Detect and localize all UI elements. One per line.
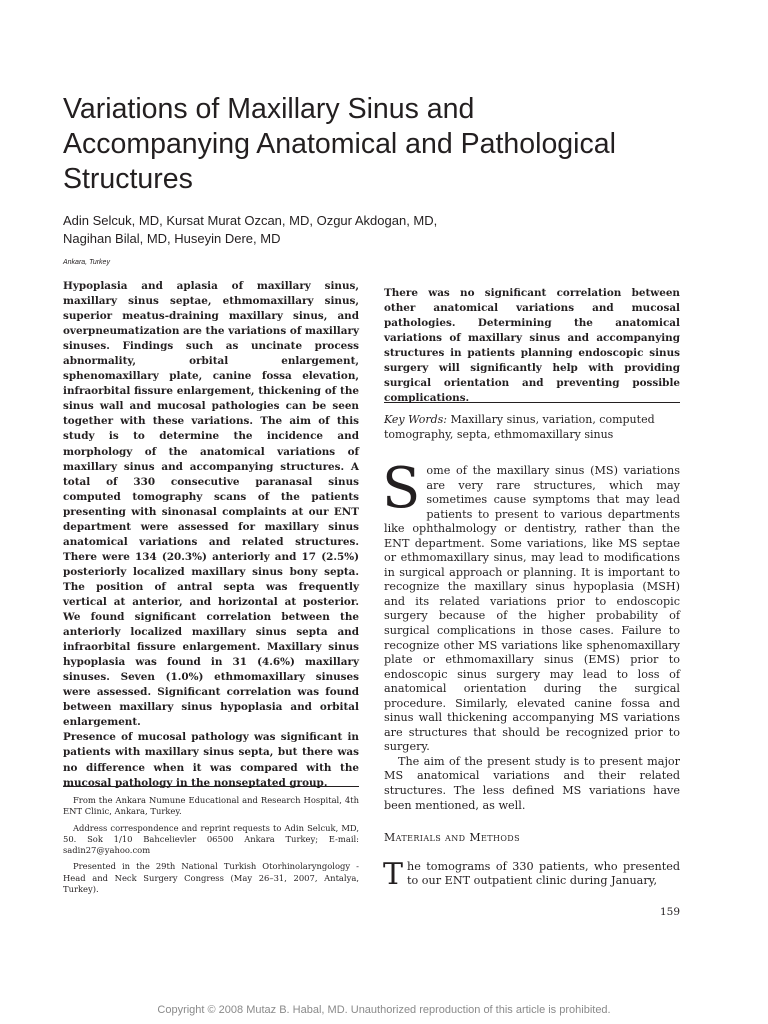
affiliation: Ankara, Turkey [63,259,110,266]
methods-paragraph [383,856,680,892]
drop-cap: T [383,856,404,892]
article-title [63,92,723,197]
page-number: 159 [659,906,680,918]
copyright-notice: Copyright © 2008 Mutaz B. Habal, MD. Unauthorized reproduction of this article is prohibited. [157,1004,611,1016]
footnote-presented: Presented in the 29th National Turkish Otorhinolaryngology - Head and Neck Surgery Congress (May 26–31, 2007, Antalya, Turkey). [63,861,359,895]
methods-text: he tomograms of 330 patients, who presented to our ENT outpatient clinic during January, [407,859,680,888]
abstract-left-column [63,279,359,791]
intro-paragraph [382,456,680,755]
abstract-divider [384,402,680,403]
aim-paragraph: The aim of the present study is to present major MS anatomical variations and their related structures. The less defined MS variations have been mentioned, as well. [384,754,680,812]
drop-cap: S [382,456,421,521]
author-list [63,212,663,248]
title-line: Accompanying Anatomical and Pathological [63,128,616,160]
footnote-correspondence: Address correspondence and reprint requests to Adin Selcuk, MD, 50. Sok 1/10 Bahcelievler 06500 Ankara Turkey; E-mail: sadin27@yahoo.com [63,822,359,856]
title-line: Variations of Maxillary Sinus and [63,93,475,125]
key-words [384,412,680,442]
abstract-paragraph: Hypoplasia and aplasia of maxillary sinus, maxillary sinus septae, ethmomaxillary sinus, superior meatus-draining maxillary sinus, and overpneumatization are the variations of maxillary sinuses. Findings such as uncinate process abnormality, orbital enlargement, sphenomaxillary plate, canine fossa elevation, infraorbital fissure enlargement, thickening of the sinus wall and mucosal pathologies can be seen together with these variations. The aim of this study is to determine the incidence and morphology of the anatomical variations of maxillary sinus and accompanying structures. A total of 330 consecutive paranasal sinus computed tomography scans of the patients presenting with sinonasal complaints at our ENT department were assessed for maxillary sinus anatomical variations and related structures. There were 134 (20.3%) anteriorly and 17 (2.5%) posteriorly localized maxillary sinus bony septa. The position of antral septa was frequently vertical at anterior, and horizontal at posterior. We found significant correlation between the anteriorly localized maxillary sinus septa and infraorbital fissure enlargement. Maxillary sinus hypoplasia was found in 31 (4.6%) maxillary sinuses. Seven (1.0%) ethmomaxillary sinuses were assessed. Significant correlation was found between maxillary sinus hypoplasia and orbital enlargement. [63,280,359,729]
authors-line: Adin Selcuk, MD, Kursat Murat Ozcan, MD, Ozgur Akdogan, MD, [63,213,438,228]
intro-text: ome of the maxillary sinus (MS) variations are very rare structures, which may sometimes cause symptoms that may lead patients to present to various departments like ophthalmology or dentistry, rather than the ENT department. Some variations, like MS septae or ethmomaxillary sinus, may lead to modifications in surgical approach or planning. It is important to recognize the maxillary sinus hypoplasia (MSH) and its related variations prior to endoscopic surgery because of the higher probability of surgical complications in those cases. Failure to recognize other MS variations like sphenomaxillary plate or ethmomaxillary sinus (EMS) prior to endoscopic sinus surgery may lead to loss of anatomical orientation during the surgical procedure. Similarly, elevated canine fossa and sinus wall thickening accompanying MS variations are structures that should be recognized prior to surgery. [384,464,680,754]
title-line: Structures [63,163,193,195]
footnotes [63,795,359,900]
section-heading: Materials and Methods [384,831,520,845]
footnote-divider [63,786,359,787]
key-words-text: Maxillary sinus, variation, computed tomography, septa, ethmomaxillary sinus [384,413,655,441]
authors-line: Nagihan Bilal, MD, Huseyin Dere, MD [63,231,281,246]
abstract-paragraph: Presence of mucosal pathology was significant in patients with maxillary sinus septa, but there was no difference when it was compared with the mucosal pathology in the nonseptated group. [63,731,359,789]
abstract-paragraph: There was no significant correlation between other anatomical variations and mucosal pathologies. Determining the anatomical variations of maxillary sinus and accompanying structures in patients planning endoscopic sinus surgery will significantly help with providing surgical orientation and preventing possible complications. [384,287,680,405]
key-words-label: Key Words: [384,413,447,426]
footnote-affiliation: From the Ankara Numune Educational and Research Hospital, 4th ENT Clinic, Ankara, Turkey. [63,795,359,817]
abstract-right-column [384,286,680,406]
body-text-column [382,456,680,892]
